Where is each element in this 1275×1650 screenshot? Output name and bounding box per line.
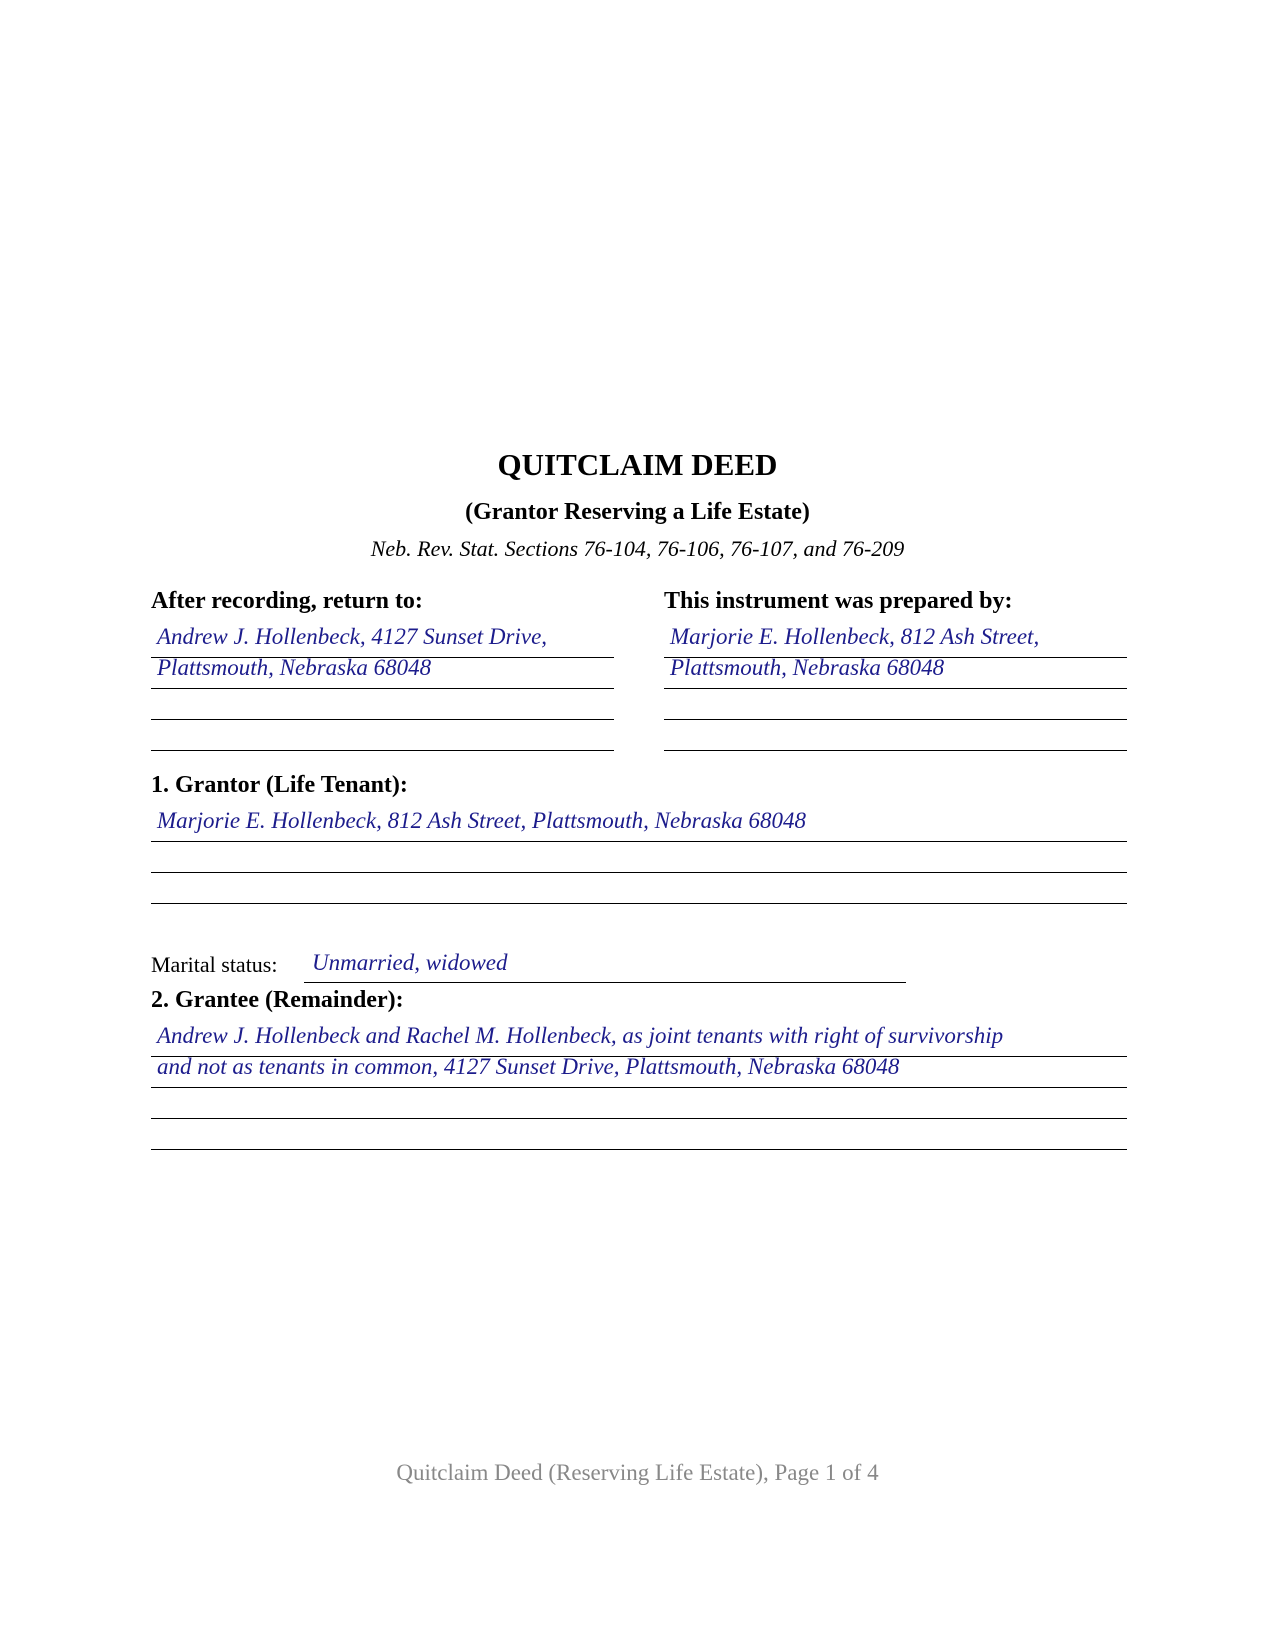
grantor-rule-3 bbox=[151, 903, 1127, 904]
marital-status-value[interactable]: Unmarried, widowed bbox=[312, 950, 508, 975]
grantor-label: 1. Grantor (Life Tenant): bbox=[151, 772, 408, 798]
prepared-by-line-1[interactable]: Marjorie E. Hollenbeck, 812 Ash Street, bbox=[670, 624, 1040, 649]
grantee-line-1[interactable]: Andrew J. Hollenbeck and Rachel M. Hollenbeck, as joint tenants with right of survivorship bbox=[157, 1023, 1004, 1048]
document-title: QUITCLAIM DEED bbox=[497, 447, 778, 482]
return-to-line-1[interactable]: Andrew J. Hollenbeck, 4127 Sunset Drive, bbox=[157, 624, 548, 649]
marital-status-label: Marital status: bbox=[151, 952, 278, 977]
document-subtitle: (Grantor Reserving a Life Estate) bbox=[465, 499, 810, 525]
statute-reference: Neb. Rev. Stat. Sections 76-104, 76-106, 76-107, and 76-209 bbox=[370, 536, 905, 561]
prepared-by-line-2[interactable]: Plattsmouth, Nebraska 68048 bbox=[670, 655, 945, 680]
grantee-label: 2. Grantee (Remainder): bbox=[151, 987, 404, 1013]
grantor-line-1[interactable]: Marjorie E. Hollenbeck, 812 Ash Street, Plattsmouth, Nebraska 68048 bbox=[157, 808, 807, 833]
return-to-rule-3 bbox=[151, 719, 614, 720]
grantor-rule-2 bbox=[151, 872, 1127, 873]
prepared-by-rule-3 bbox=[664, 719, 1127, 720]
marital-status-rule bbox=[304, 982, 906, 983]
page-footer: Quitclaim Deed (Reserving Life Estate), Page 1 of 4 bbox=[396, 1460, 879, 1485]
grantee-rule-4 bbox=[151, 1149, 1127, 1150]
prepared-by-rule-2 bbox=[664, 688, 1127, 689]
prepared-by-label: This instrument was prepared by: bbox=[664, 588, 1013, 614]
return-to-rule-4 bbox=[151, 750, 614, 751]
grantor-rule-1 bbox=[151, 841, 1127, 842]
return-to-label: After recording, return to: bbox=[151, 588, 423, 614]
grantee-rule-2 bbox=[151, 1087, 1127, 1088]
grantee-rule-3 bbox=[151, 1118, 1127, 1119]
return-to-line-2[interactable]: Plattsmouth, Nebraska 68048 bbox=[157, 655, 432, 680]
return-to-rule-2 bbox=[151, 688, 614, 689]
prepared-by-rule-4 bbox=[664, 750, 1127, 751]
grantee-line-2[interactable]: and not as tenants in common, 4127 Sunset Drive, Plattsmouth, Nebraska 68048 bbox=[157, 1054, 900, 1079]
